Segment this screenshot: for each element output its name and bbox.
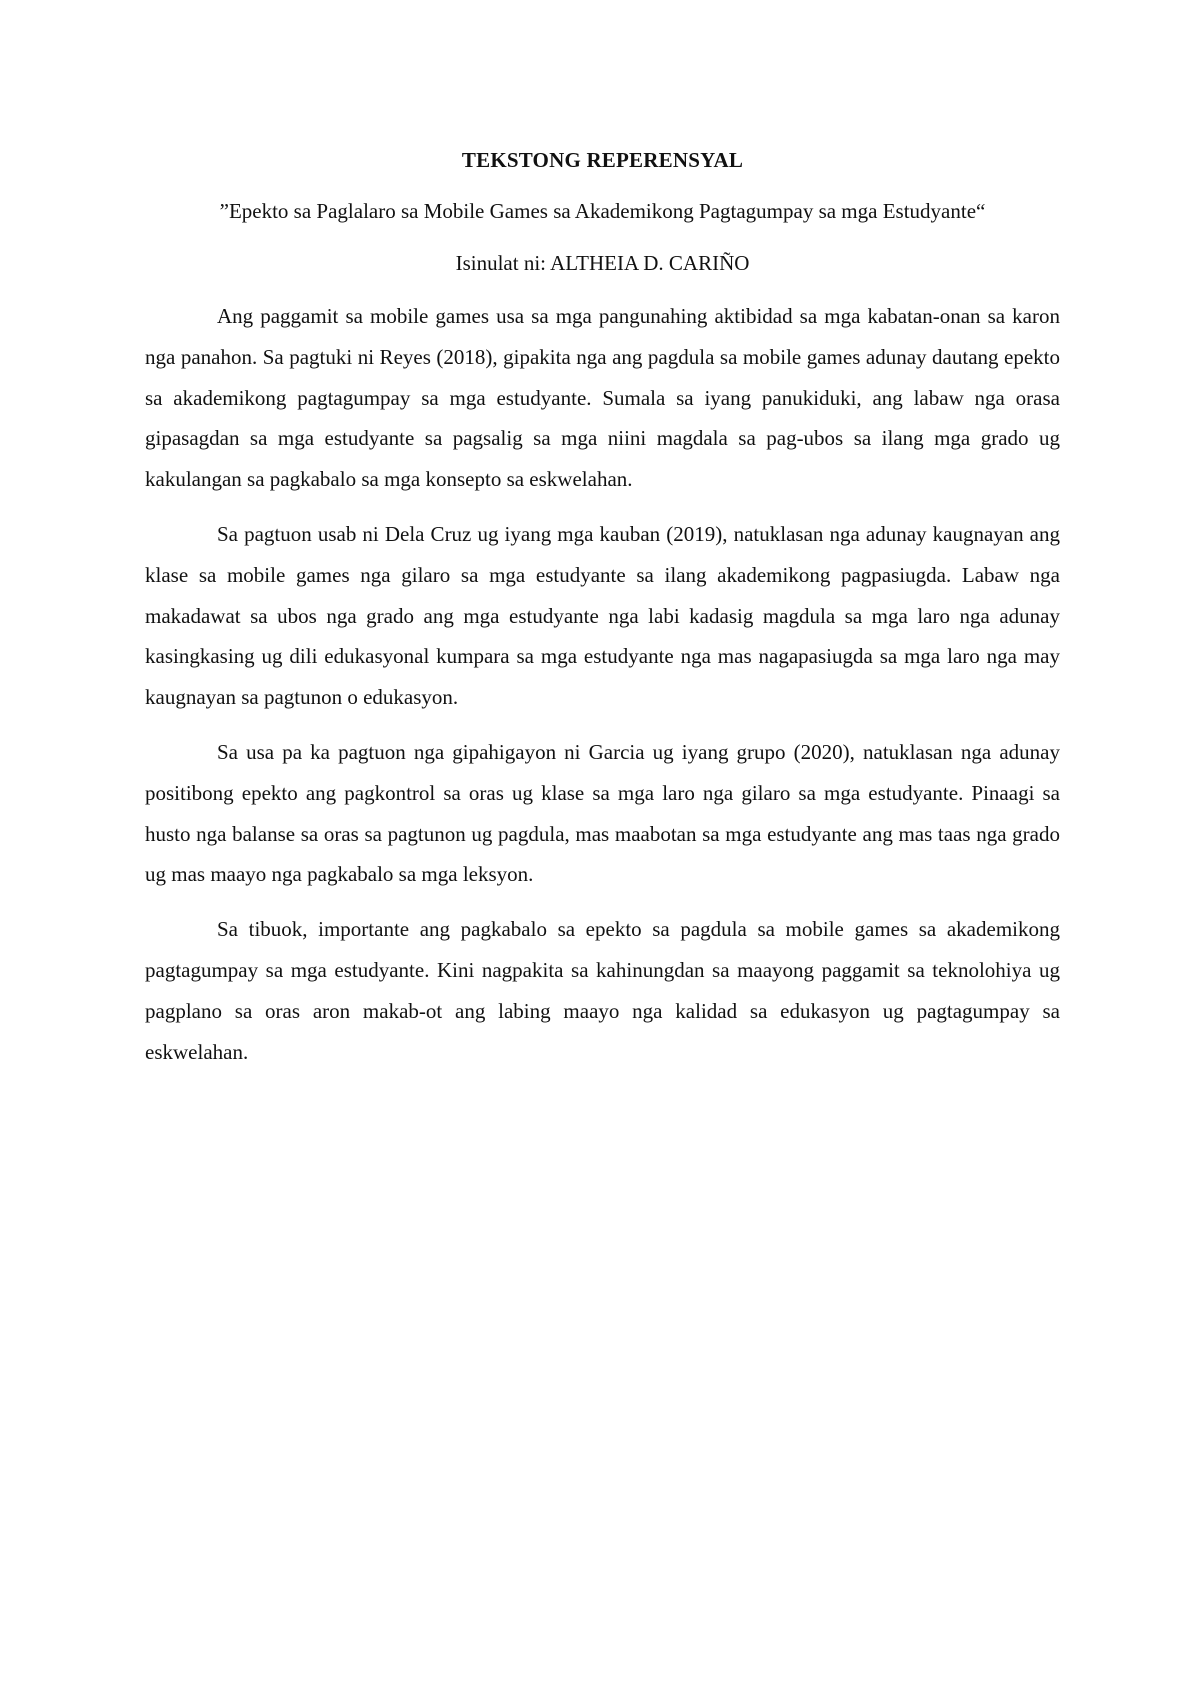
paragraph: Sa tibuok, importante ang pagkabalo sa epekto sa pagdula sa mobile games sa akademikong pagtagumpay sa mga estudyante. Kini nagpakita sa kahinungdan sa maayong paggamit sa teknolohiya ug pagplano sa oras aron makab-ot ang labing maayo nga kalidad sa edukasyon ug pagtagumpay sa eskwelahan. (145, 917, 1060, 1064)
author-line: Isinulat ni: ALTHEIA D. CARIÑO (455, 251, 750, 275)
paragraph: Sa usa pa ka pagtuon nga gipahigayon ni Garcia ug iyang grupo (2020), natuklasan nga adunay positibong epekto ang pagkontrol sa oras ug klase sa mga laro nga gilaro sa mga estudyante. Pinaagi sa husto nga balanse sa oras sa pagtunon ug pagdula, mas maabotan sa mga estudyante ang mas taas nga grado ug mas maayo nga pagkabalo sa mga leksyon. (145, 739, 1060, 887)
document-subtitle: ”Epekto sa Paglalaro sa Mobile Games sa Akademikong Pagtagumpay sa mga Estudyante“ (219, 199, 986, 223)
paragraph: Ang paggamit sa mobile games usa sa mga pangunahing aktibidad sa mga kabatan-onan sa karon nga panahon. Sa pagtuki ni Reyes (2018), gipakita nga ang pagdula sa mobile games adunay dautang epekto sa akademikong pagtagumpay sa mga estudyante. Sumala sa iyang panukiduki, ang labaw nga orasa gipasagdan sa mga estudyante sa pagsalig sa mga niini magdala sa pag-ubos sa ilang mga grado ug kakulangan sa pagkabalo sa mga konsepto sa eskwelahan. (145, 304, 1060, 492)
document-title: TEKSTONG REPERENSYAL (461, 148, 744, 172)
paragraph: Sa pagtuon usab ni Dela Cruz ug iyang mga kauban (2019), natuklasan nga adunay kaugnayan ang klase sa mobile games nga gilaro sa mga estudyante sa ilang akademikong pagpasiugda. Labaw nga makadawat sa ubos nga grado ang mga estudyante nga labi kadasig magdula sa mga laro nga adunay kasingkasing ug dili edukasyonal kumpara sa mga estudyante nga mas nagapasiugda sa mga laro nga may kaugnayan sa pagtunon o edukasyon. (145, 521, 1060, 710)
